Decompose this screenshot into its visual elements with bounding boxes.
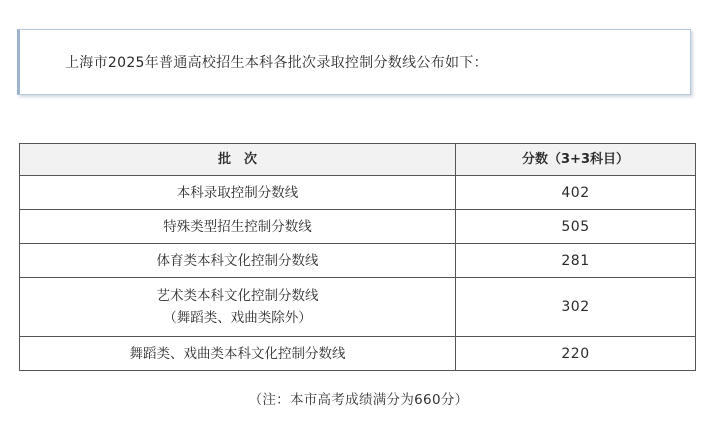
footnote: （注：本市高考成绩满分为660分） [248,392,469,408]
batch-cell [20,278,456,337]
table-row [20,244,696,278]
batch-label: 体育类本科文化控制分数线 [156,252,319,269]
batch-sublabel: （舞蹈类、戏曲类除外） [163,310,312,326]
intro-box [17,29,691,95]
score-cell: 281 [456,244,696,278]
batch-cell [20,176,456,210]
batch-cell [20,244,456,278]
batch-cell [20,210,456,244]
header-score: 分数（3+3科目） [456,144,696,176]
batch-label: 舞蹈类、戏曲类本科文化控制分数线 [129,345,346,362]
score-cell: 402 [456,176,696,210]
score-cell: 505 [456,210,696,244]
table-row [20,210,696,244]
batch-cell [20,337,456,371]
batch-label: 本科录取控制分数线 [176,184,299,201]
table-header-row [20,144,696,176]
table-row [20,337,696,371]
table-row [20,278,696,337]
batch-label: 艺术类本科文化控制分数线 [156,288,319,304]
intro-text: 上海市2025年普通高校招生本科各批次录取控制分数线公布如下： [65,55,488,71]
table-row [20,176,696,210]
score-table [19,143,696,371]
header-batch: 批 次 [20,144,456,176]
batch-label: 特殊类型招生控制分数线 [163,218,312,235]
score-cell: 302 [456,278,696,337]
score-cell: 220 [456,337,696,371]
